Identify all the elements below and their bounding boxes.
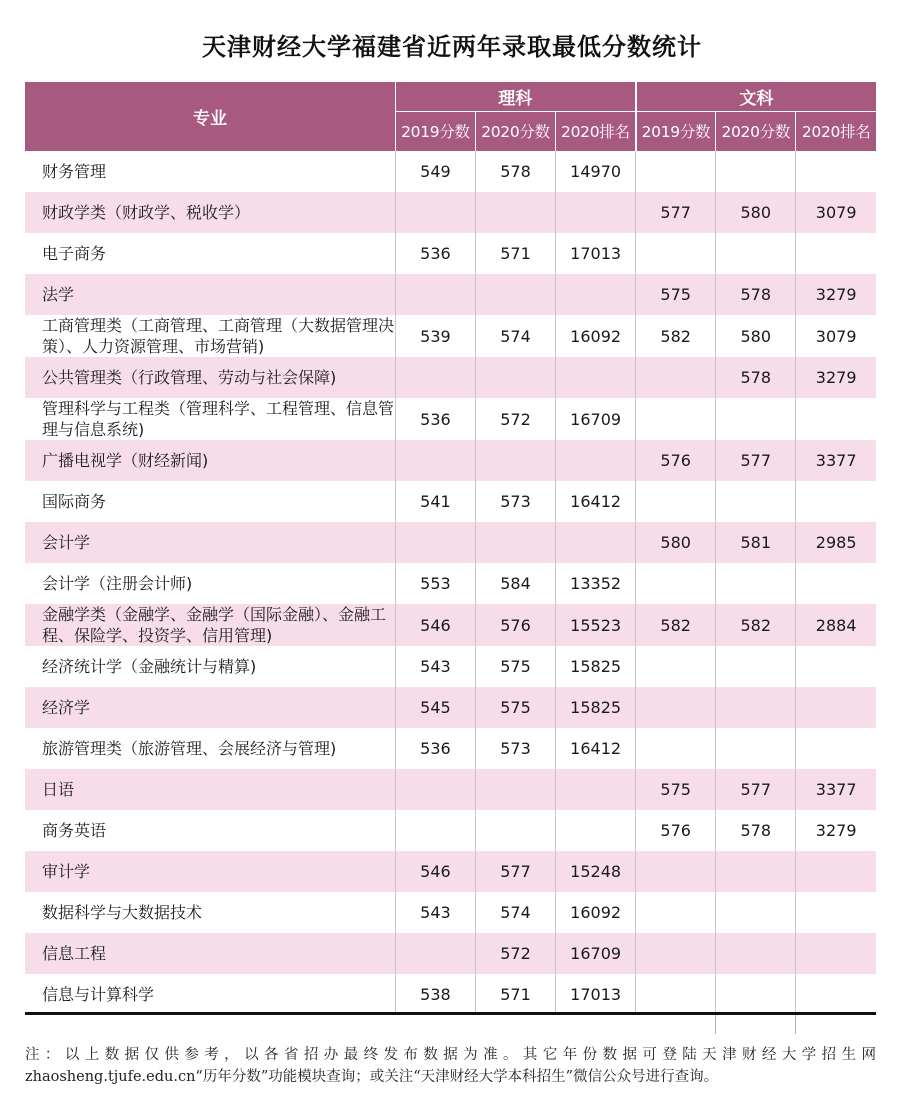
- arts-2020-rank-cell: [796, 481, 876, 522]
- science-2020-rank-cell: 13352: [556, 563, 636, 604]
- science-2020-rank-cell: [556, 769, 636, 810]
- science-2020-score-cell: 571: [475, 233, 555, 274]
- arts-2019-score-cell: [636, 398, 716, 440]
- divider-stub: [715, 1015, 716, 1034]
- science-2020-score-cell: [475, 769, 555, 810]
- major-name-cell: 管理科学与工程类（管理科学、工程管理、信息管理与信息系统): [25, 398, 395, 440]
- table-row: [25, 933, 876, 974]
- arts-2020-rank-header: 2020排名: [796, 111, 876, 151]
- major-name-cell: 信息与计算科学: [25, 974, 395, 1015]
- table-row: [25, 233, 876, 274]
- science-2020-rank-cell: 15523: [556, 604, 636, 646]
- science-2020-rank-cell: [556, 274, 636, 315]
- science-2019-score-cell: [395, 357, 475, 398]
- table-row: [25, 851, 876, 892]
- science-2019-score-cell: 553: [395, 563, 475, 604]
- science-2020-score-header: 2020分数: [475, 111, 555, 151]
- table-row: [25, 646, 876, 687]
- science-2020-rank-cell: 15825: [556, 646, 636, 687]
- arts-2020-rank-cell: [796, 233, 876, 274]
- major-name-cell: 经济统计学（金融统计与精算): [25, 646, 395, 687]
- science-2020-rank-cell: 17013: [556, 233, 636, 274]
- table-row: [25, 522, 876, 563]
- science-2020-score-cell: 577: [475, 851, 555, 892]
- science-2020-score-cell: 574: [475, 315, 555, 357]
- arts-2020-score-cell: [716, 646, 796, 687]
- arts-2020-score-cell: 582: [716, 604, 796, 646]
- arts-2019-score-cell: [636, 933, 716, 974]
- science-2019-score-cell: 546: [395, 604, 475, 646]
- arts-2020-rank-cell: 3079: [796, 315, 876, 357]
- arts-2020-score-cell: [716, 974, 796, 1015]
- arts-2020-rank-cell: 3079: [796, 192, 876, 233]
- major-name-cell: 旅游管理类（旅游管理、会展经济与管理): [25, 728, 395, 769]
- table-row: [25, 151, 876, 192]
- table-row: [25, 810, 876, 851]
- major-name-cell: 财政学类（财政学、税收学）: [25, 192, 395, 233]
- arts-2019-score-cell: 575: [636, 769, 716, 810]
- major-name-cell: 会计学: [25, 522, 395, 563]
- major-name-cell: 会计学（注册会计师): [25, 563, 395, 604]
- science-2020-rank-cell: [556, 357, 636, 398]
- arts-2019-score-cell: 576: [636, 440, 716, 481]
- science-2019-score-cell: 541: [395, 481, 475, 522]
- arts-2020-score-cell: 577: [716, 769, 796, 810]
- score-table: [25, 82, 876, 1015]
- science-2020-score-cell: 572: [475, 933, 555, 974]
- arts-2020-score-cell: [716, 851, 796, 892]
- table-row: [25, 192, 876, 233]
- table-row: [25, 481, 876, 522]
- table-row: [25, 769, 876, 810]
- science-2020-score-cell: [475, 357, 555, 398]
- science-2020-score-cell: 575: [475, 687, 555, 728]
- arts-2020-score-cell: 581: [716, 522, 796, 563]
- science-2019-score-cell: [395, 192, 475, 233]
- table-row: [25, 398, 876, 440]
- table-row: [25, 892, 876, 933]
- divider-stub: [795, 1015, 796, 1034]
- major-name-cell: 审计学: [25, 851, 395, 892]
- science-2020-rank-cell: 16412: [556, 481, 636, 522]
- table-row: [25, 974, 876, 1015]
- science-2020-score-cell: 572: [475, 398, 555, 440]
- science-2020-score-cell: [475, 522, 555, 563]
- arts-2019-score-cell: [636, 151, 716, 192]
- table-row: [25, 274, 876, 315]
- major-name-cell: 金融学类（金融学、金融学（国际金融）、金融工程、保险学、投资学、信用管理): [25, 604, 395, 646]
- science-2020-score-cell: 584: [475, 563, 555, 604]
- science-2020-score-cell: [475, 192, 555, 233]
- science-2020-rank-cell: 15248: [556, 851, 636, 892]
- major-name-cell: 信息工程: [25, 933, 395, 974]
- table-row: [25, 563, 876, 604]
- arts-2020-rank-cell: 2884: [796, 604, 876, 646]
- science-2020-score-cell: 571: [475, 974, 555, 1015]
- arts-2019-score-cell: 580: [636, 522, 716, 563]
- science-2019-score-cell: 545: [395, 687, 475, 728]
- arts-2020-score-header: 2020分数: [716, 111, 796, 151]
- major-name-cell: 国际商务: [25, 481, 395, 522]
- arts-2020-score-cell: [716, 933, 796, 974]
- arts-2020-rank-cell: [796, 851, 876, 892]
- table-row: [25, 440, 876, 481]
- table-row: [25, 728, 876, 769]
- table-row: [25, 604, 876, 646]
- footnote-line-2: zhaosheng.tjufe.edu.cn“历年分数”功能模块查询；或关注“天津财经大学本科招生”微信公众号进行查询。: [25, 1069, 719, 1085]
- major-name-cell: 经济学: [25, 687, 395, 728]
- major-name-cell: 电子商务: [25, 233, 395, 274]
- arts-2020-rank-cell: [796, 563, 876, 604]
- arts-2020-score-cell: [716, 151, 796, 192]
- major-name-cell: 商务英语: [25, 810, 395, 851]
- science-2019-score-cell: 543: [395, 646, 475, 687]
- arts-2020-rank-cell: 3279: [796, 810, 876, 851]
- table-row: [25, 315, 876, 357]
- science-2019-score-cell: 536: [395, 728, 475, 769]
- arts-2020-score-cell: [716, 728, 796, 769]
- science-2019-score-cell: 549: [395, 151, 475, 192]
- table-header: [25, 82, 876, 151]
- footnote: [25, 1044, 876, 1088]
- science-2019-score-header: 2019分数: [395, 111, 475, 151]
- arts-2020-score-cell: [716, 233, 796, 274]
- science-2019-score-cell: 536: [395, 233, 475, 274]
- arts-group-header: 文科: [636, 82, 876, 111]
- science-2020-rank-cell: 15825: [556, 687, 636, 728]
- arts-2020-rank-cell: [796, 892, 876, 933]
- science-2020-score-cell: 575: [475, 646, 555, 687]
- arts-2019-score-cell: [636, 728, 716, 769]
- arts-2020-score-cell: 578: [716, 274, 796, 315]
- science-2019-score-cell: 539: [395, 315, 475, 357]
- arts-2020-rank-cell: [796, 728, 876, 769]
- arts-2020-rank-cell: 3279: [796, 357, 876, 398]
- science-2020-rank-cell: 16709: [556, 933, 636, 974]
- arts-2019-score-cell: 582: [636, 604, 716, 646]
- arts-2020-rank-cell: 3279: [796, 274, 876, 315]
- science-2019-score-cell: [395, 933, 475, 974]
- science-2020-score-cell: 573: [475, 728, 555, 769]
- science-2020-rank-header: 2020排名: [556, 111, 636, 151]
- science-2019-score-cell: 543: [395, 892, 475, 933]
- arts-2020-rank-cell: [796, 151, 876, 192]
- arts-2020-rank-cell: [796, 974, 876, 1015]
- table-body: [25, 151, 876, 1015]
- table-row: [25, 357, 876, 398]
- arts-2020-score-cell: [716, 687, 796, 728]
- arts-2019-score-cell: [636, 233, 716, 274]
- major-name-cell: 广播电视学（财经新闻): [25, 440, 395, 481]
- arts-2019-score-cell: [636, 974, 716, 1015]
- arts-2020-score-cell: 578: [716, 357, 796, 398]
- arts-2020-rank-cell: 3377: [796, 440, 876, 481]
- arts-2019-score-cell: [636, 481, 716, 522]
- major-name-cell: 数据科学与大数据技术: [25, 892, 395, 933]
- science-2020-score-cell: 576: [475, 604, 555, 646]
- science-2020-rank-cell: 17013: [556, 974, 636, 1015]
- science-2020-rank-cell: 16092: [556, 892, 636, 933]
- arts-2020-score-cell: 580: [716, 315, 796, 357]
- arts-2019-score-header: 2019分数: [636, 111, 716, 151]
- major-name-cell: 法学: [25, 274, 395, 315]
- science-2019-score-cell: [395, 522, 475, 563]
- arts-2020-rank-cell: 2985: [796, 522, 876, 563]
- arts-2020-rank-cell: [796, 646, 876, 687]
- science-2019-score-cell: [395, 810, 475, 851]
- science-2020-score-cell: [475, 440, 555, 481]
- science-2020-rank-cell: 16709: [556, 398, 636, 440]
- arts-2019-score-cell: [636, 851, 716, 892]
- table-row: [25, 687, 876, 728]
- arts-2020-rank-cell: [796, 398, 876, 440]
- arts-2020-score-cell: 578: [716, 810, 796, 851]
- science-2020-rank-cell: [556, 440, 636, 481]
- science-2020-score-cell: [475, 810, 555, 851]
- major-name-cell: 工商管理类（工商管理、工商管理（大数据管理决策）、人力资源管理、市场营销): [25, 315, 395, 357]
- major-name-cell: 日语: [25, 769, 395, 810]
- arts-2019-score-cell: 577: [636, 192, 716, 233]
- table-bottom-rule: [25, 1012, 876, 1015]
- science-2019-score-cell: [395, 440, 475, 481]
- science-2019-score-cell: [395, 274, 475, 315]
- arts-2020-score-cell: [716, 398, 796, 440]
- page-title: 天津财经大学福建省近两年录取最低分数统计: [202, 33, 702, 61]
- arts-2020-score-cell: 580: [716, 192, 796, 233]
- arts-2020-rank-cell: 3377: [796, 769, 876, 810]
- arts-2019-score-cell: [636, 687, 716, 728]
- science-group-header: 理科: [395, 82, 635, 111]
- science-2020-rank-cell: [556, 522, 636, 563]
- major-name-cell: 公共管理类（行政管理、劳动与社会保障): [25, 357, 395, 398]
- arts-2020-score-cell: [716, 481, 796, 522]
- arts-2019-score-cell: [636, 646, 716, 687]
- science-2020-score-cell: 574: [475, 892, 555, 933]
- science-2020-rank-cell: [556, 192, 636, 233]
- science-2020-score-cell: [475, 274, 555, 315]
- science-2020-rank-cell: 16092: [556, 315, 636, 357]
- major-column-header: 专业: [25, 82, 395, 151]
- science-2019-score-cell: 546: [395, 851, 475, 892]
- science-2020-rank-cell: 16412: [556, 728, 636, 769]
- major-name-cell: 财务管理: [25, 151, 395, 192]
- science-2020-rank-cell: [556, 810, 636, 851]
- arts-2020-rank-cell: [796, 687, 876, 728]
- score-table-container: [25, 82, 876, 1015]
- arts-2019-score-cell: [636, 892, 716, 933]
- arts-2020-score-cell: [716, 892, 796, 933]
- science-2019-score-cell: [395, 769, 475, 810]
- science-2020-score-cell: 573: [475, 481, 555, 522]
- arts-2020-score-cell: 577: [716, 440, 796, 481]
- arts-2019-score-cell: 576: [636, 810, 716, 851]
- arts-2020-rank-cell: [796, 933, 876, 974]
- science-2020-rank-cell: 14970: [556, 151, 636, 192]
- arts-2019-score-cell: [636, 357, 716, 398]
- science-2019-score-cell: 538: [395, 974, 475, 1015]
- footnote-line-1: 注：以上数据仅供参考，以各省招办最终发布数据为准。其它年份数据可登陆天津财经大学招生网: [25, 1047, 876, 1063]
- arts-2020-score-cell: [716, 563, 796, 604]
- science-2019-score-cell: 536: [395, 398, 475, 440]
- science-2020-score-cell: 578: [475, 151, 555, 192]
- arts-2019-score-cell: 582: [636, 315, 716, 357]
- arts-2019-score-cell: [636, 563, 716, 604]
- arts-2019-score-cell: 575: [636, 274, 716, 315]
